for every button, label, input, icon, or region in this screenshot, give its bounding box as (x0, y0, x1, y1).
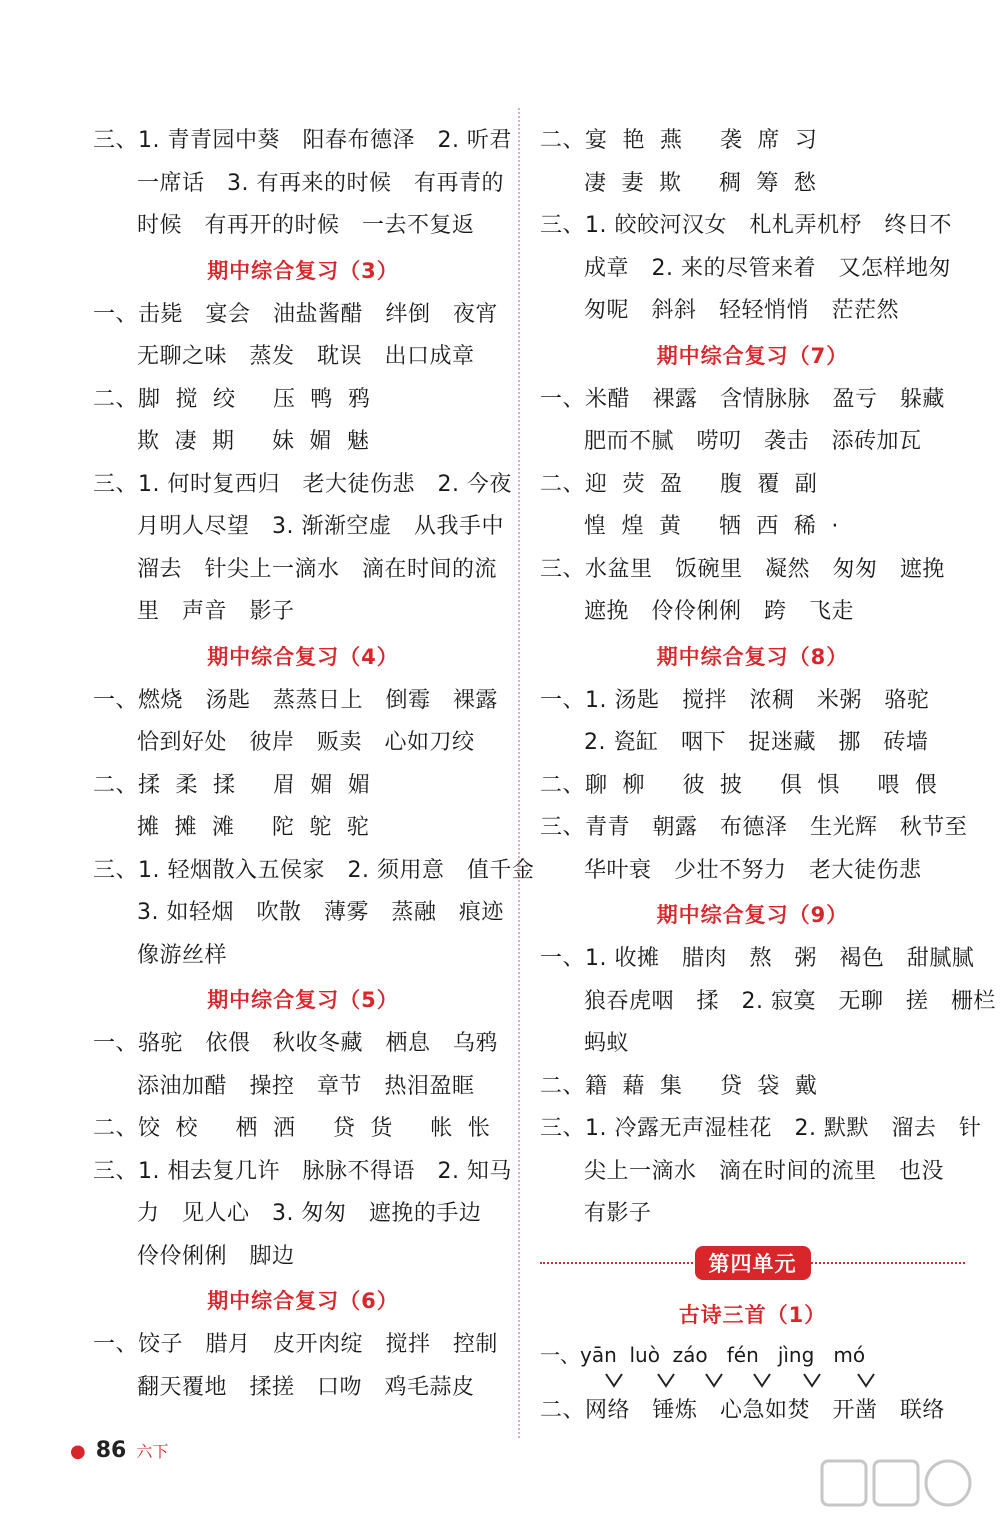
answer-line: 添油加醋 操控 章节 热泪盈眶 (137, 1073, 475, 1099)
answer-line: 时候 有再开的时候 一去不复返 (137, 213, 475, 238)
answer-line: 二、籍 藉 集 贷 袋 戴 (540, 1073, 818, 1099)
section-heading: 期中综合复习（4） (207, 644, 399, 669)
answer-line: 一、1. 汤匙 搅拌 浓稠 米粥 骆驼 (540, 687, 930, 713)
answer-line: 2. 瓷缸 咽下 捉迷藏 挪 砖墙 (584, 730, 929, 755)
tone-marks (584, 1372, 965, 1390)
footer-dot-icon: ● (70, 1441, 86, 1462)
right-column-lines (540, 120, 996, 1236)
answer-line: 二、饺 校 栖 洒 贷 货 帐 怅 (93, 1116, 491, 1141)
answer-line: 一、击毙 宴会 油盐酱醋 绊倒 夜宵 (93, 301, 498, 327)
answer-line: 三、1. 皎皎河汉女 札札弄机杼 终日不 (540, 213, 952, 238)
answer-line: 二、脚 搅 绞 压 鸭 鸦 (93, 386, 371, 412)
pinyin-line: 一、yān luò záo fén jìng mó (540, 1342, 866, 1367)
answer-line: 恰到好处 彼岸 贩卖 心如刀绞 (137, 730, 475, 755)
answer-line: 二、网络 锤炼 心急如焚 开凿 联络 (540, 1397, 945, 1423)
answer-line: 三、1. 冷露无声湿桂花 2. 默默 溜去 针 (540, 1116, 982, 1141)
section-heading: 期中综合复习（7） (656, 343, 849, 368)
answer-line: 尖上一滴水 滴在时间的流里 也没 (584, 1158, 944, 1184)
answer-line: 一席话 3. 有再来的时候 有再青的 (137, 170, 504, 196)
section-heading: 期中综合复习（9） (656, 903, 849, 927)
answer-line: 伶伶俐俐 脚边 (137, 1243, 295, 1269)
section-heading: 期中综合复习（3） (207, 258, 399, 283)
answer-line: 二、揉 柔 揉 眉 媚 媚 (93, 772, 371, 798)
answer-line: 三、青青 朝露 布德泽 生光辉 秋节至 (540, 815, 968, 840)
section-heading: 期中综合复习（8） (656, 644, 849, 669)
unit-banner-label: 第四单元 (695, 1246, 811, 1280)
tone-check-icon (604, 1372, 624, 1388)
section-heading: 期中综合复习（5） (207, 988, 399, 1012)
page-number: 86 (95, 1438, 127, 1463)
answer-line: 摊 摊 滩 陀 鸵 驼 (137, 815, 370, 840)
poem-heading: 古诗三首（1） (678, 1302, 827, 1327)
grade-label: 六下 (136, 1442, 169, 1461)
answer-line: 成章 2. 来的尽管来着 又怎样地匆 (584, 255, 951, 281)
answer-line: 无聊之味 蒸发 耽误 出口成章 (137, 344, 475, 369)
answer-line: 里 声音 影子 (137, 599, 295, 624)
answer-line: 三、1. 何时复西归 老大徒伤悲 2. 今夜 (93, 471, 512, 497)
answer-line: 月明人尽望 3. 渐渐空虚 从我手中 (137, 514, 504, 539)
left-column (93, 120, 535, 1409)
answer-line: 二、迎 荧 盈 腹 覆 副 (540, 471, 818, 497)
answer-line: 遮挽 伶伶俐俐 跨 飞走 (584, 599, 854, 624)
section-heading: 期中综合复习（6） (207, 1289, 399, 1313)
answer-line: 三、1. 轻烟散入五侯家 2. 须用意 值千金 (93, 857, 535, 883)
answer-line: 一、米醋 裸露 含情脉脉 盈亏 躲藏 (540, 386, 945, 412)
answer-line: 像游丝样 (137, 942, 228, 968)
answer-line: 一、1. 收摊 腊肉 熬 粥 褐色 甜腻腻 (540, 946, 975, 971)
answer-line: 溜去 针尖上一滴水 滴在时间的流 (137, 556, 497, 582)
page-footer (70, 1438, 168, 1463)
answer-line: 一、燃烧 汤匙 蒸蒸日上 倒霉 裸露 (93, 687, 498, 713)
answer-line: 欺 凄 期 妹 媚 魅 (137, 429, 370, 454)
tone-check-icon (752, 1372, 772, 1388)
answer-line: 凄 妻 欺 稠 筹 愁 (584, 170, 817, 196)
answer-line: 二、聊 柳 彼 披 俱 惧 喂 偎 (540, 772, 938, 798)
answer-line: 3. 如轻烟 吹散 薄雾 蒸融 痕迹 (137, 900, 504, 925)
tone-check-icon (656, 1372, 676, 1388)
answer-line: 匆呢 斜斜 轻轻悄悄 茫茫然 (584, 298, 899, 323)
column-divider (518, 108, 520, 1438)
answer-line: 三、水盆里 饭碗里 凝然 匆匆 遮挽 (540, 556, 945, 582)
tone-check-icon (802, 1372, 822, 1388)
right-column (540, 120, 996, 1432)
answer-line: 三、1. 相去复几许 脉脉不得语 2. 知马 (93, 1158, 512, 1184)
answer-line: 力 见人心 3. 匆匆 遮挽的手边 (137, 1201, 482, 1226)
answer-line: 翻天覆地 揉搓 口吻 鸡毛蒜皮 (137, 1374, 475, 1400)
answer-line: 一、骆驼 依偎 秋收冬藏 栖息 乌鸦 (93, 1031, 498, 1056)
answer-line: 一、饺子 腊月 皮开肉绽 搅拌 控制 (93, 1332, 498, 1357)
answer-line: 三、1. 青青园中葵 阳春布德泽 2. 听君 (93, 128, 512, 153)
tone-check-icon (856, 1372, 876, 1388)
answer-line: 狼吞虎咽 揉 2. 寂寞 无聊 搓 栅栏 (584, 988, 996, 1014)
tone-check-icon (704, 1372, 724, 1388)
answer-line: 惶 煌 黄 牺 西 稀 · (584, 514, 839, 539)
watermark-logo-icon (818, 1455, 978, 1515)
answer-line: 二、宴 艳 燕 袭 席 习 (540, 128, 818, 153)
answer-line: 肥而不腻 唠叨 袭击 添砖加瓦 (584, 429, 922, 454)
unit-banner (540, 1240, 965, 1286)
answer-line: 蚂蚁 (584, 1031, 630, 1056)
answer-line: 华叶衰 少壮不努力 老大徒伤悲 (584, 857, 922, 883)
answer-line: 有影子 (584, 1201, 652, 1226)
